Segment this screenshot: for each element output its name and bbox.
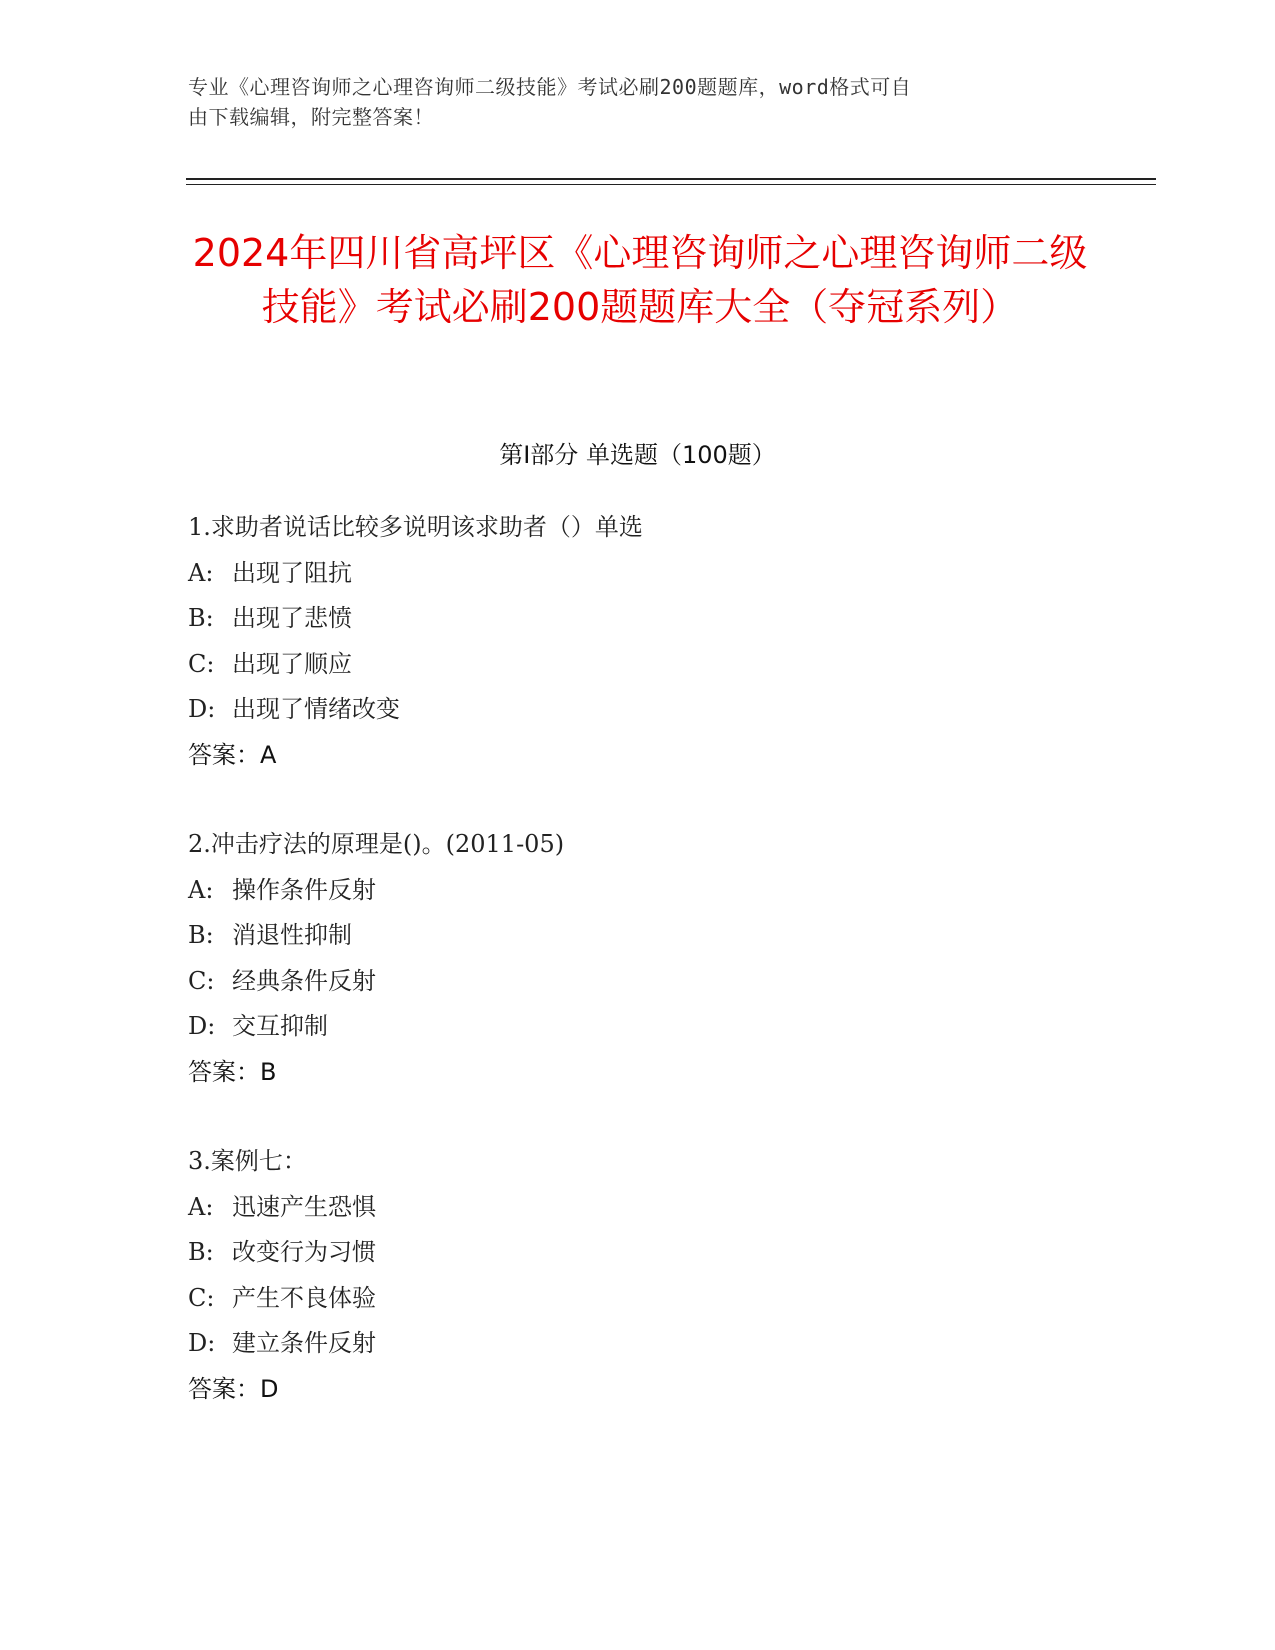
option-text: 经典条件反射: [232, 966, 376, 995]
option-text: 操作条件反射: [232, 875, 376, 904]
option-letter: A:: [188, 875, 214, 904]
option-letter: A:: [188, 558, 214, 587]
answer-line: 答案：D: [188, 1374, 279, 1403]
question-3: [188, 1139, 1088, 1412]
option-b: [188, 913, 1088, 959]
option-b: [188, 596, 1088, 642]
option-text: 消退性抑制: [232, 921, 352, 949]
header-divider-thin: [186, 184, 1156, 185]
option-text: 出现了阻抗: [232, 558, 352, 587]
option-d: [188, 1004, 1088, 1050]
answer-line: 答案：B: [188, 1057, 277, 1086]
option-b: [188, 1230, 1088, 1276]
header-note-line-1: 专业《心理咨询师之心理咨询师二级技能》考试必刷200题题库，word格式可自: [188, 75, 912, 99]
question-stem: 3.案例七：: [188, 1147, 307, 1175]
header-divider-thick: [186, 178, 1156, 180]
header-note-line-2: 由下载编辑，附完整答案！: [188, 105, 434, 129]
option-c: [188, 1276, 1088, 1322]
option-text: 改变行为习惯: [232, 1238, 376, 1266]
option-c: [188, 642, 1088, 688]
option-letter: C:: [188, 649, 215, 678]
option-d: [188, 687, 1088, 733]
document-title: 2024年四川省高坪区《心理咨询师之心理咨询师二级技能》考试必刷200题题库大全（夺冠系列）: [192, 231, 1088, 329]
option-text: 迅速产生恐惧: [232, 1192, 376, 1221]
option-text: 出现了悲愤: [232, 604, 352, 632]
option-text: 出现了情绪改变: [232, 695, 400, 723]
option-letter: D:: [188, 1012, 216, 1040]
option-letter: C:: [188, 1283, 215, 1312]
option-letter: B:: [188, 1238, 214, 1266]
option-letter: A:: [188, 1192, 214, 1221]
option-text: 出现了顺应: [232, 649, 352, 678]
question-stem: 1.求助者说话比较多说明该求助者（）单选: [188, 513, 643, 541]
question-2: [188, 822, 1088, 1095]
option-text: 产生不良体验: [232, 1283, 376, 1312]
option-letter: D:: [188, 1329, 216, 1357]
option-text: 交互抑制: [232, 1012, 328, 1040]
option-letter: D:: [188, 695, 216, 723]
header-note: [188, 72, 1068, 132]
option-letter: C:: [188, 966, 215, 995]
option-a: [188, 1185, 1088, 1231]
option-text: 建立条件反射: [232, 1329, 376, 1357]
question-stem: 2.冲击疗法的原理是()。(2011-05): [188, 830, 565, 858]
option-d: [188, 1321, 1088, 1367]
option-letter: B:: [188, 604, 214, 632]
answer-line: 答案：A: [188, 740, 277, 769]
option-c: [188, 959, 1088, 1005]
question-1: [188, 505, 1088, 778]
option-a: [188, 551, 1088, 597]
option-a: [188, 868, 1088, 914]
option-letter: B:: [188, 921, 214, 949]
section-title: 第Ⅰ部分 单选题（100题）: [499, 441, 776, 469]
